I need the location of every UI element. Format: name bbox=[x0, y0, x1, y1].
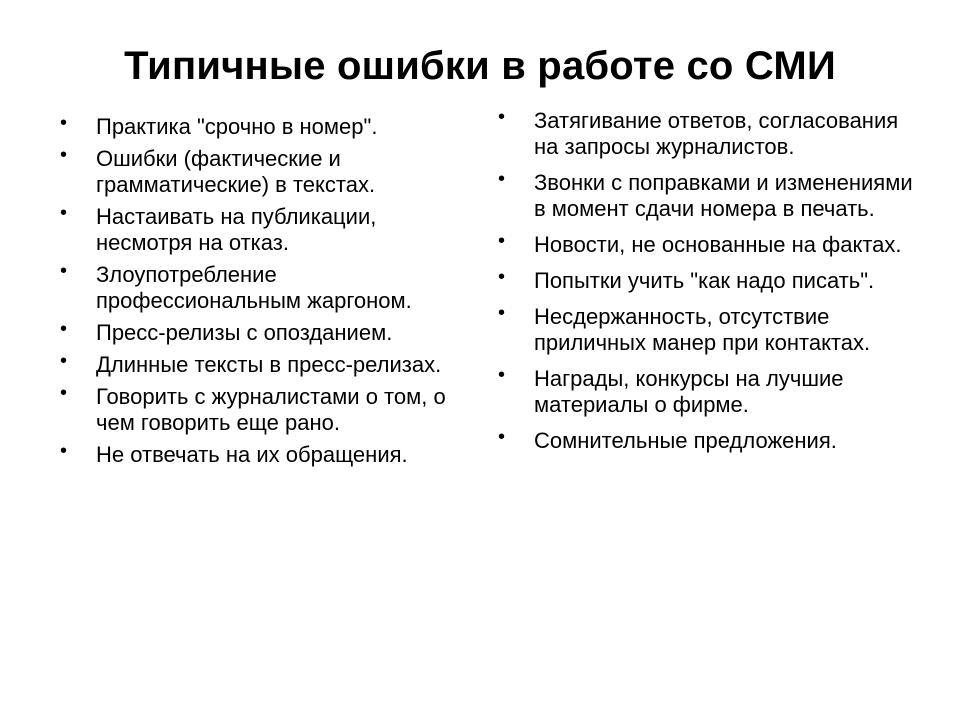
right-bullet-list bbox=[498, 108, 918, 464]
bullet-icon: • bbox=[60, 260, 68, 282]
list-item bbox=[498, 304, 918, 356]
list-item bbox=[60, 262, 470, 314]
list-item-text: Ошибки (фактические и грамматические) в текстах. bbox=[96, 146, 376, 197]
left-bullet-list bbox=[60, 114, 470, 474]
bullet-icon: • bbox=[60, 350, 68, 372]
slide-title: Типичные ошибки в работе со СМИ bbox=[124, 44, 836, 88]
list-item bbox=[498, 428, 918, 454]
list-item-text: Не отвечать на их обращения. bbox=[96, 442, 408, 467]
bullet-icon: • bbox=[498, 106, 506, 128]
list-item bbox=[60, 114, 470, 140]
list-item-text: Попытки учить "как надо писать". bbox=[534, 268, 875, 293]
list-item-text: Злоупотребление профессиональным жаргоном. bbox=[96, 262, 412, 313]
list-item bbox=[498, 232, 918, 258]
list-item-text: Звонки с поправками и изменениями в момент сдачи номера в печать. bbox=[534, 170, 913, 221]
bullet-icon: • bbox=[60, 382, 68, 404]
list-item bbox=[60, 384, 470, 436]
list-item bbox=[60, 442, 470, 468]
list-item-text: Затягивание ответов, согласования на запросы журналистов. bbox=[534, 108, 899, 159]
list-item-text: Пресс-релизы с опозданием. bbox=[96, 320, 393, 345]
bullet-icon: • bbox=[498, 426, 506, 448]
list-item bbox=[498, 268, 918, 294]
list-item-text: Длинные тексты в пресс-релизах. bbox=[96, 352, 442, 377]
list-item bbox=[498, 108, 918, 160]
list-item-text: Настаивать на публикации, несмотря на отказ. bbox=[96, 204, 377, 255]
list-item-text: Сомнительные предложения. bbox=[534, 428, 837, 453]
list-item-text: Новости, не основанные на фактах. bbox=[534, 232, 902, 257]
bullet-icon: • bbox=[60, 144, 68, 166]
bullet-icon: • bbox=[60, 440, 68, 462]
bullet-icon: • bbox=[60, 112, 68, 134]
list-item bbox=[60, 352, 470, 378]
bullet-icon: • bbox=[60, 202, 68, 224]
list-item bbox=[498, 366, 918, 418]
bullet-icon: • bbox=[498, 302, 506, 324]
list-item-text: Говорить с журналистами о том, о чем говорить еще рано. bbox=[96, 384, 446, 435]
bullet-icon: • bbox=[498, 230, 506, 252]
list-item-text: Награды, конкурсы на лучшие материалы о фирме. bbox=[534, 366, 844, 417]
list-item bbox=[60, 146, 470, 198]
list-item bbox=[498, 170, 918, 222]
bullet-icon: • bbox=[60, 318, 68, 340]
list-item bbox=[60, 320, 470, 346]
bullet-icon: • bbox=[498, 168, 506, 190]
bullet-icon: • bbox=[498, 266, 506, 288]
list-item bbox=[60, 204, 470, 256]
list-item-text: Практика "срочно в номер". bbox=[96, 114, 378, 139]
list-item-text: Несдержанность, отсутствие приличных манер при контактах. bbox=[534, 304, 871, 355]
bullet-icon: • bbox=[498, 364, 506, 386]
